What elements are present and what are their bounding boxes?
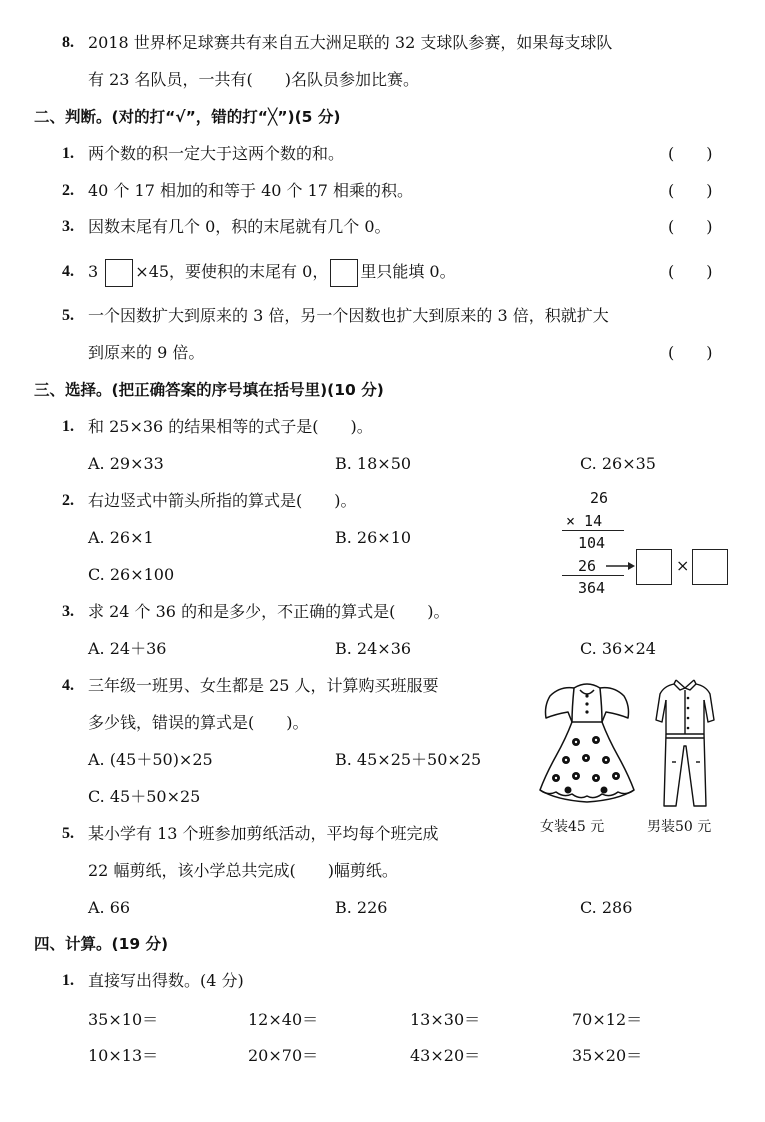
s3-q4-text-line1: 三年级一班男、女生都是 25 人，计算购买班服要 — [88, 676, 439, 695]
s2-q5-text-line1: 一个因数扩大到原来的 3 倍，另一个因数也扩大到原来的 3 倍，积就扩大 — [88, 306, 609, 325]
s2-q4-text-a: 3 — [88, 262, 99, 281]
s2-q5-answer-paren[interactable]: ( ) — [668, 343, 713, 362]
s2-q4-text-c: 里只能填 0。 — [360, 262, 456, 281]
s3-q1-number: 1. — [62, 418, 74, 435]
s3-q1-text: 和 25×36 的结果相等的式子是( )。 — [88, 417, 373, 436]
s2-q1-answer-paren[interactable]: ( ) — [668, 144, 713, 163]
q8-text-line2: 有 23 名队员，一共有( )名队员参加比赛。 — [88, 70, 420, 89]
calc-row-364: 364 — [578, 579, 606, 597]
calc-rule-1 — [562, 530, 624, 531]
dress-price-label: 女装45 元 — [540, 819, 605, 835]
s3-q4-option-b[interactable]: B. 45×25＋50×25 — [335, 750, 482, 769]
s2-q1-text: 两个数的积一定大于这两个数的和。 — [88, 144, 345, 163]
s3-q5-text-line1: 某小学有 13 个班参加剪纸活动，平均每个班完成 — [88, 824, 439, 843]
calc-row-times-14: × 14 — [566, 512, 603, 530]
calc-rule-2 — [562, 575, 624, 576]
dress-icon — [536, 678, 638, 810]
s2-q4-number: 4. — [62, 263, 74, 280]
s2-q4-text — [88, 256, 456, 288]
suit-price-label: 男装50 元 — [647, 819, 712, 835]
s3-q5-number: 5. — [62, 825, 74, 842]
calc-answer-box-1[interactable] — [636, 549, 672, 585]
s3-q5-option-a[interactable]: A. 66 — [88, 898, 131, 917]
q8-number: 8. — [62, 34, 74, 51]
section-4-title: 四、计算。(19 分) — [34, 935, 169, 953]
s3-q5-option-c[interactable]: C. 286 — [580, 898, 633, 917]
s3-q1-option-a[interactable]: A. 29×33 — [88, 454, 164, 473]
s2-q4-blank-box-2[interactable] — [330, 259, 358, 287]
s3-q1-option-b[interactable]: B. 18×50 — [335, 454, 412, 473]
s4-q1-number: 1. — [62, 972, 74, 989]
s3-q3-text: 求 24 个 36 的和是多少，不正确的算式是( )。 — [88, 602, 450, 621]
calc-times-sign: × — [676, 556, 690, 575]
q8-text-line1: 2018 世界杯足球赛共有来自五大洲足联的 32 支球队参赛，如果每支球队 — [88, 33, 613, 52]
s2-q5-number: 5. — [62, 307, 74, 324]
s2-q3-answer-paren[interactable]: ( ) — [668, 217, 713, 236]
s2-q2-text: 40 个 17 相加的和等于 40 个 17 相乘的积。 — [88, 181, 414, 200]
arrow-right-icon — [604, 559, 636, 573]
s3-q4-number: 4. — [62, 677, 74, 694]
s3-q4-option-c[interactable]: C. 45＋50×25 — [88, 787, 201, 806]
calc-row-104: 104 — [578, 534, 606, 552]
s3-q2-option-a[interactable]: A. 26×1 — [88, 528, 154, 547]
calc-problem[interactable]: 12×40＝ — [248, 1010, 319, 1029]
section-2-title: 二、判断。(对的打“√”，错的打“╳”)(5 分) — [34, 108, 341, 126]
s3-q3-option-b[interactable]: B. 24×36 — [335, 639, 412, 658]
s3-q3-number: 3. — [62, 603, 74, 620]
calc-row-26-shifted: 26 — [578, 557, 597, 575]
s2-q3-text: 因数末尾有几个 0，积的末尾就有几个 0。 — [88, 217, 391, 236]
s3-q3-option-c[interactable]: C. 36×24 — [580, 639, 656, 658]
calc-problem[interactable]: 70×12＝ — [572, 1010, 643, 1029]
s3-q4-option-a[interactable]: A. (45＋50)×25 — [88, 750, 213, 769]
s2-q4-blank-box-1[interactable] — [105, 259, 133, 287]
s3-q5-text-line2: 22 幅剪纸，该小学总共完成( )幅剪纸。 — [88, 861, 398, 880]
s2-q4-answer-paren[interactable]: ( ) — [668, 262, 713, 281]
s3-q2-option-c[interactable]: C. 26×100 — [88, 565, 175, 584]
s3-q3-option-a[interactable]: A. 24＋36 — [88, 639, 167, 658]
calc-problem[interactable]: 10×13＝ — [88, 1046, 159, 1065]
suit-icon — [652, 676, 718, 810]
s2-q2-number: 2. — [62, 182, 74, 199]
calc-problem[interactable]: 20×70＝ — [248, 1046, 319, 1065]
s4-q1-text: 直接写出得数。(4 分) — [88, 971, 244, 990]
calc-problem[interactable]: 35×20＝ — [572, 1046, 643, 1065]
s2-q3-number: 3. — [62, 218, 74, 235]
s2-q2-answer-paren[interactable]: ( ) — [668, 181, 713, 200]
calc-problem[interactable]: 43×20＝ — [410, 1046, 481, 1065]
s2-q5-text-line2: 到原来的 9 倍。 — [88, 343, 205, 362]
calc-problem[interactable]: 35×10＝ — [88, 1010, 159, 1029]
calc-problem[interactable]: 13×30＝ — [410, 1010, 481, 1029]
s3-q2-number: 2. — [62, 492, 74, 509]
s3-q1-option-c[interactable]: C. 26×35 — [580, 454, 656, 473]
calc-answer-box-2[interactable] — [692, 549, 728, 585]
s2-q1-number: 1. — [62, 145, 74, 162]
calc-row-26: 26 — [590, 489, 609, 507]
s2-q4-text-b: ×45，要使积的末尾有 0， — [135, 262, 329, 281]
section-3-title: 三、选择。(把正确答案的序号填在括号里)(10 分) — [34, 381, 384, 399]
s3-q4-text-line2: 多少钱，错误的算式是( )。 — [88, 713, 309, 732]
s3-q2-option-b[interactable]: B. 26×10 — [335, 528, 412, 547]
s3-q2-text: 右边竖式中箭头所指的算式是( )。 — [88, 491, 357, 510]
s3-q5-option-b[interactable]: B. 226 — [335, 898, 388, 917]
